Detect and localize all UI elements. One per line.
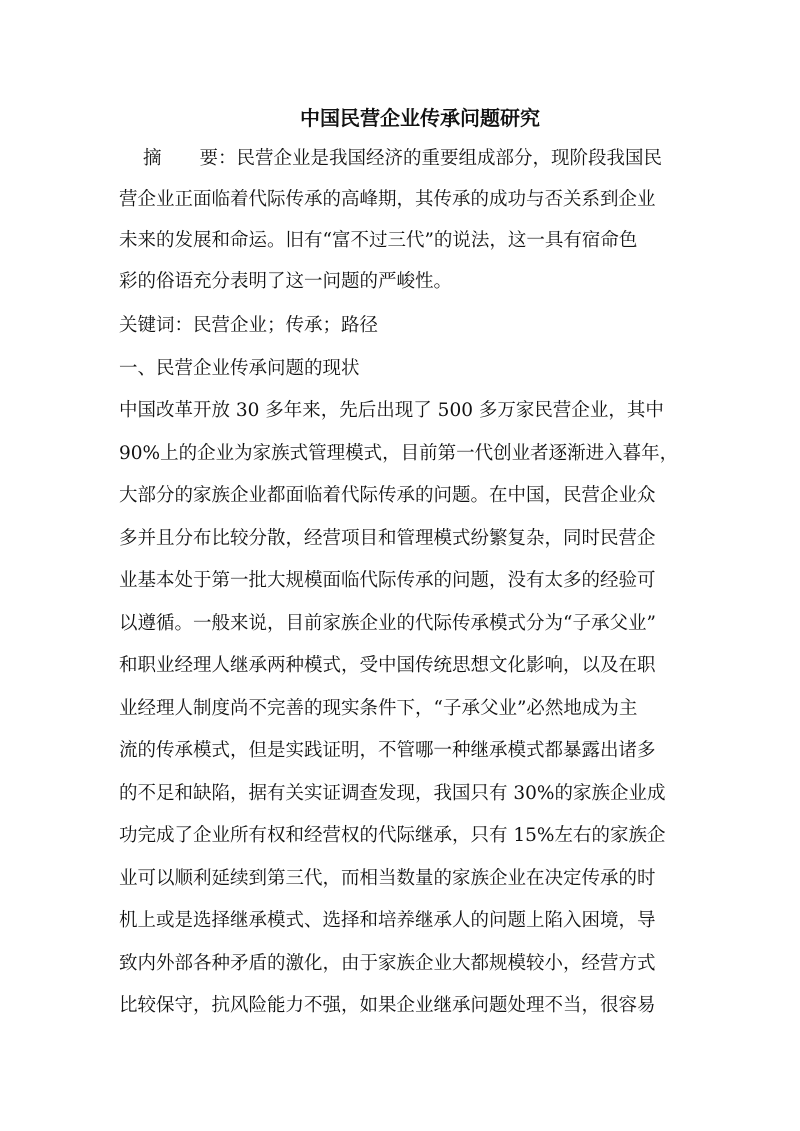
body-text-line: 的不足和缺陷，据有关实证调查发现，我国只有 30%的家族企业成 [119,783,666,804]
abstract-text-line: 未来的发展和命运。旧有“富不过三代”的说法，这一具有宿命色 [119,230,638,251]
body-text-line: 业经理人制度尚不完善的现实条件下，“子承父业”必然地成为主 [119,698,638,719]
keywords-line: 关键词：民营企业；传承；路径 [119,315,379,336]
body-text-line: 业可以顺利延续到第三代，而相当数量的家族企业在决定传承的时 [119,868,656,889]
body-text-line: 中国改革开放 30 多年来，先后出现了 500 多万家民营企业，其中 [119,400,664,421]
body-text-line: 比较保守，抗风险能力不强，如果企业继承问题处理不当，很容易 [119,995,656,1016]
body-text-line: 业基本处于第一批大规模面临代际传承的问题，没有太多的经验可 [119,570,656,591]
abstract-text-line: 彩的俗语充分表明了这一问题的严峻性。 [119,271,453,292]
abstract-label-right: 要： [199,148,237,169]
abstract-text-line: 营企业正面临着代际传承的高峰期，其传承的成功与否关系到企业 [119,189,656,210]
body-text-line: 机上或是选择继承模式、选择和培养继承人的问题上陷入困境，导 [119,910,656,931]
body-text-line: 功完成了企业所有权和经营权的代际继承，只有 15%左右的家族企 [119,825,666,846]
section-heading: 一、民营企业传承问题的现状 [119,358,360,379]
body-text-line: 大部分的家族企业都面临着代际传承的问题。在中国，民营企业众 [119,485,656,506]
body-text-line: 以遵循。一般来说，目前家族企业的代际传承模式分为“子承父业” [119,613,656,634]
abstract-label-left: 摘 [143,148,162,169]
body-text-line: 致内外部各种矛盾的激化，由于家族企业大都规模较小，经营方式 [119,953,656,974]
document-title: 中国民营企业传承问题研究 [300,106,540,130]
abstract-text-line: 民营企业是我国经济的重要组成部分，现阶段我国民 [236,148,663,169]
body-text-line: 流的传承模式，但是实践证明，不管哪一种继承模式都暴露出诸多 [119,740,656,761]
body-text-line: 多并且分布比较分散，经营项目和管理模式纷繁复杂，同时民营企 [119,528,656,549]
body-text-line: 和职业经理人继承两种模式，受中国传统思想文化影响，以及在职 [119,655,656,676]
body-text-line: 90%上的企业为家族式管理模式，目前第一代创业者逐渐进入暮年， [119,443,679,464]
abstract-first-line [143,146,662,172]
